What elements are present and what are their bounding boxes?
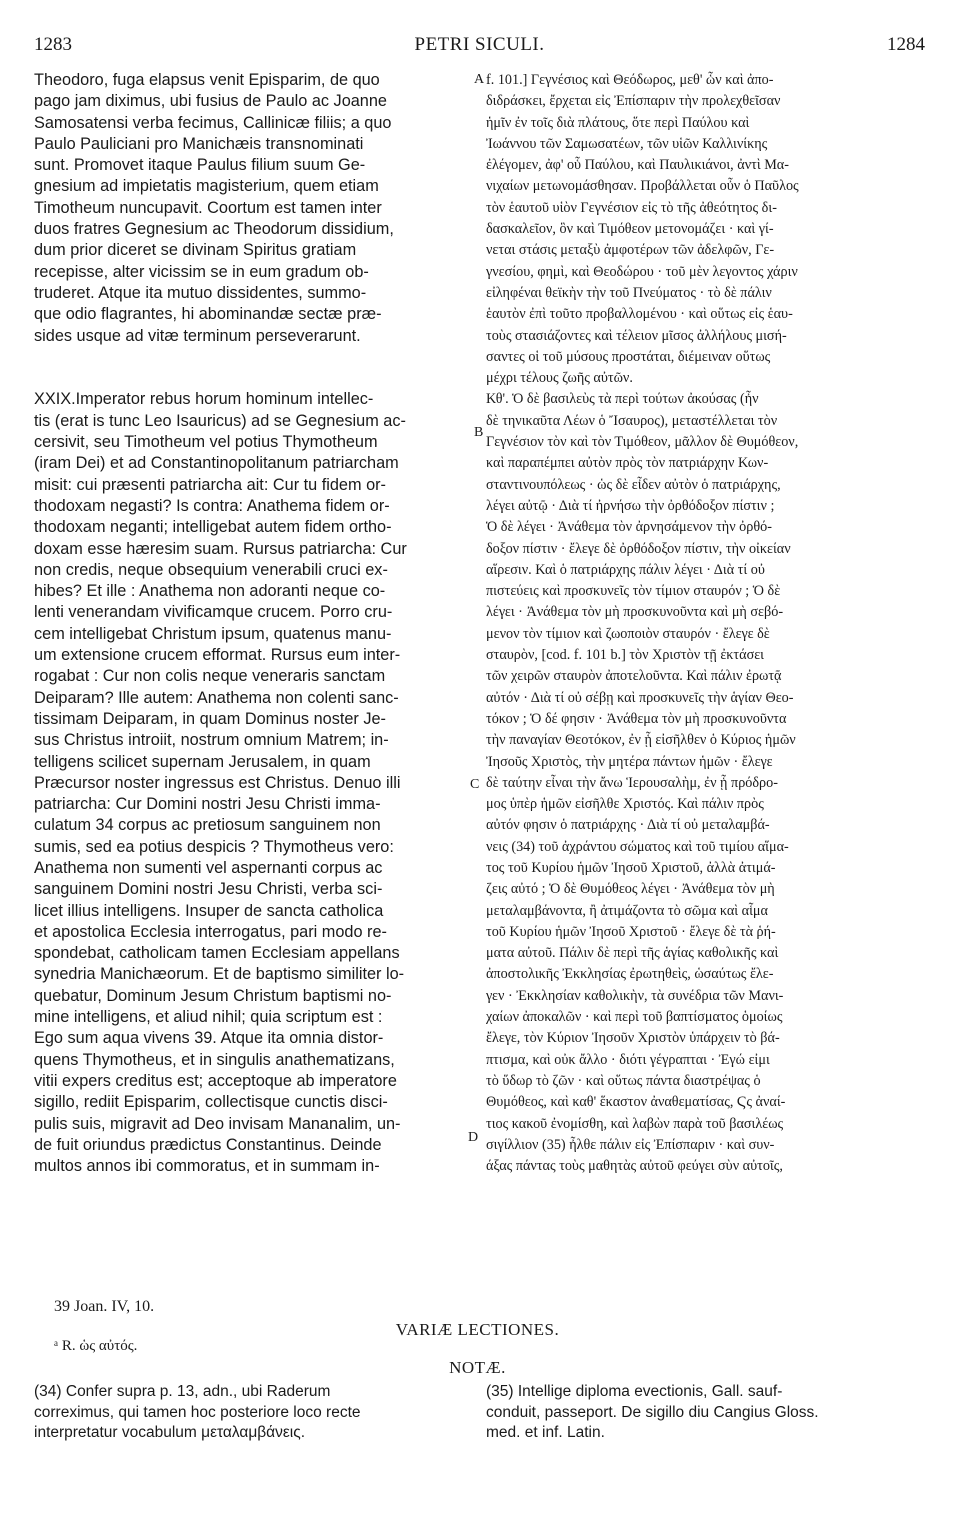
greek-text-line: μος ὑπὲρ ἡμῶν εἰσῆλθε Χριστός. Καὶ πάλιν πρὸς <box>486 796 764 813</box>
latin-text-line: et apostolica Ecclesia interrogatus, pari modo re- <box>34 922 387 941</box>
latin-text-line: gnesium ad impietatis magisterium, quem etiam <box>34 177 379 196</box>
greek-text-line: ἔλεγε, τὸν Κύριον Ἰησοῦν Χριστὸν ὑπάρχειν τὸ βά- <box>486 1030 780 1047</box>
variae-lectiones-heading: VARIÆ LECTIONES. <box>395 1320 560 1339</box>
greek-text-line: νεται στάσις μεταξὺ ἀμφοτέρων τῶν ἀδελφῶν, Γε- <box>486 242 775 259</box>
latin-text-line: non credis, neque obsequium venerabili cruci ex- <box>34 560 388 579</box>
latin-text-line: Præcursor noster ingressus est Christus. Denuo illi <box>34 773 401 792</box>
latin-text-line: thodoxam neganti; intelligebat autem fidem ortho- <box>34 518 392 537</box>
note-34-line: (34) Confer supra p. 13, adn., ubi Raderum <box>34 1383 331 1400</box>
greek-text-line: μεταλαμβάνοντα, ἢ ἀτιμάζοντα τὸ σῶμα καὶ αἷμα <box>486 902 768 919</box>
latin-text-line: Deiparam? Ille autem: Anathema non colenti sanc- <box>34 688 399 707</box>
running-header <box>34 34 925 58</box>
greek-text-line: δασκαλεῖον, ὃν καὶ Τιμόθεον μετονομάζει · καὶ γί- <box>486 221 774 238</box>
greek-text-line: άξας πάντας τοὺς μαθητὰς αὐτοῦ φεύγει σὺν αὐτοῖς, <box>486 1158 783 1175</box>
greek-text-line: λέγει · Ἀνάθεμα τὸν μὴ προσκυνοῦντα καὶ μὴ σεβό- <box>486 604 784 621</box>
latin-text-line: sanguinem Domini nostri Jesu Christi, verba sci- <box>34 880 383 899</box>
latin-text-line: hibes? Et ille : Anathema non adoranti neque co- <box>34 582 386 601</box>
note-35-line: (35) Intellige diploma evectionis, Gall. sauf- <box>486 1383 783 1400</box>
greek-text-line: τὴν παναγίαν Θεοτόκον, ἐν ᾗ εἰσῆλθεν ὁ Κύριος ἡμῶν <box>486 732 796 749</box>
running-title: PETRI SICULI. <box>414 34 545 55</box>
latin-text-line: culatum 34 corpus ac pretiosum sanguinem non <box>34 816 381 835</box>
footnote-39: 39 Joan. IV, 10. <box>54 1298 155 1315</box>
latin-text-line: Timotheum nuncupavit. Coortum est tamen inter <box>34 198 382 217</box>
greek-text-line: γνεσίου, φημὶ, καὶ Θεοδώρου · τοῦ μὲν λεγοντος χάριν <box>486 263 798 280</box>
greek-text-line: Ἰωάννου τῶν Σαμωσατέων, τῶν υἱῶν Καλλινίκης <box>486 135 768 152</box>
greek-text-line: σιγίλλιον (35) ἦλθε πάλιν εἰς Ἐπίσπαριν · καὶ συν- <box>486 1136 775 1153</box>
greek-text-line: γεν · Ἐκκλησίαν καθολικὴν, τὰ συνέδρια τῶν Μανι- <box>486 987 784 1004</box>
latin-text-line: (iram Dei) et ad Constantinopolitanum patriarcham <box>34 454 399 473</box>
latin-text-line: sunt. Promovet itaque Paulus filium suum Ge- <box>34 156 366 175</box>
latin-text-line: lenti venerandam vivificamque crucem. Porro cru- <box>34 603 393 622</box>
latin-text-line: pulis suis, migravit ad Deo invisam Mananalim, un- <box>34 1114 401 1133</box>
section-marker-d: D <box>468 1130 479 1145</box>
greek-text-line: τὸ ὕδωρ τὸ ζῶν · καὶ οὕτως πάντα διαστρέψας ὁ <box>486 1072 761 1089</box>
greek-text-line: τοὺς στασιάζοντες καὶ τέλειον μῖσος ἀλλήλους μισή- <box>486 327 787 344</box>
greek-text-line: αἵρεσιν. Καὶ ὁ πατριάρχης πάλιν λέγει · Διὰ τί οὐ <box>486 561 765 578</box>
latin-text-line: cem intelligebat Christum ipsum, quatenus manu- <box>34 624 392 643</box>
latin-text-line: vitii expers creditus est; acceptoque ab imperatore <box>34 1071 397 1090</box>
greek-text-line: ἐλέγομεν, ἀφ' οὗ Παύλου, καὶ Παυλικιάνοι, ἀντὶ Μα- <box>486 157 789 174</box>
latin-text-line: sigillo, rediit Episparim, collectisque cunctis disci- <box>34 1093 388 1112</box>
footnote-a: ᵃ R. ὡς αὐτός. <box>54 1338 138 1354</box>
greek-text-line: μέχρι τέλους ζωῆς αὐτῶν. <box>486 370 633 387</box>
latin-text-line: telligens scilicet supernam Jerusalem, in quam <box>34 752 371 771</box>
latin-text-line: dum prior diceret se divinam Spiritus gratiam <box>34 241 357 260</box>
latin-text-line: recepisse, alter vicissim se in eum gradum ob- <box>34 262 369 281</box>
latin-text-line: um extensione crucem efformat. Rursus eum inter- <box>34 646 401 665</box>
note-35 <box>486 1382 926 1444</box>
note-34-line: correximus, qui tamen hoc posteriore loco recte <box>34 1403 361 1421</box>
greek-text-line: λέγει αὐτῷ · Διὰ τί ἠρνήσω τὴν ὀρθόδοξον πίστιν ; <box>486 497 775 514</box>
note-34 <box>34 1382 474 1444</box>
greek-text-line: αὐτόν · Διὰ τί οὐ σέβῃ καὶ προσκυνεῖς τὴν ἁγίαν Θεο- <box>486 689 794 706</box>
note-35-line: conduit, passeport. De sigillo diu Cangius Gloss. <box>486 1403 819 1421</box>
greek-text-line: χαίων ἀποκαλῶν · καὶ περὶ τοῦ βαπτίσματος ὁμοίως <box>486 1009 783 1026</box>
greek-text-line: τῶν χειρῶν σταυρὸν ἀποτελοῦντα. Καὶ πάλιν ἐρωτᾷ <box>486 668 782 685</box>
note-34-line: interpretatur vocabulum μεταλαμβάνεις. <box>34 1424 306 1441</box>
greek-text-line: τοῦ Κυρίου ἡμῶν Ἰησοῦ Χριστοῦ · ἔλεγε δὲ τὰ ῥή- <box>486 923 776 940</box>
greek-column <box>486 70 922 1177</box>
greek-text-line: Ἰησοῦς Χριστὸς, τὴν μητέρα πάντων ἡμῶν · ἔλεγε <box>486 753 773 770</box>
greek-text-line: νιχαίων μετωνομάσθησαν. Προβάλλεται οὖν ὁ Παῦλος <box>486 178 799 195</box>
greek-text-line: δὲ ταύτην εἶναι τὴν ἄνω Ἱερουσαλὴμ, ἐν ᾗ πρόδρο- <box>486 774 778 791</box>
page-number-left: 1283 <box>34 34 72 55</box>
latin-text-line: misit: cui præsenti patriarcha ait: Cur tu fidem or- <box>34 475 386 494</box>
greek-text-line: Γεγνέσιον τὸν καὶ τὸν Τιμόθεον, μᾶλλον δὲ Θυμόθεον, <box>486 434 799 451</box>
greek-text-line: Ὁ δὲ λέγει · Ἀνάθεμα τὸν ἀρνησάμενον τὴν ὀρθό- <box>486 519 772 536</box>
greek-text-line: σταντινουπόλεως · ὡς δὲ εἶδεν αὐτὸν ὁ πατριάρχης, <box>486 476 781 493</box>
greek-text-line: τὸν ἑαυτοῦ υἱὸν Γεγνέσιον εἰς τὸ τῆς ἀθεότητος δι- <box>486 199 777 216</box>
latin-text-line: Anathema non sumenti vel aspernanti corpus ac <box>34 858 383 877</box>
latin-text-line: patriarcha: Cur Domini nostri Jesu Christi imma- <box>34 795 381 814</box>
latin-text-line: tis (erat is tunc Leo Isauricus) ad se Gegnesium ac- <box>34 411 406 430</box>
latin-text-line: Ego sum aqua vivens 39. Atque ita omnia distor- <box>34 1029 384 1048</box>
latin-text-line: sides usque ad vitæ terminum perseverarunt. <box>34 326 361 345</box>
latin-column <box>34 70 466 1177</box>
latin-text-line <box>34 368 466 389</box>
section-marker-c: C <box>470 777 480 792</box>
latin-text-line: Theodoro, fuga elapsus venit Episparim, de quo <box>34 71 380 89</box>
latin-text-line: synedria Manichæorum. Et de baptismo similiter lo- <box>34 965 405 984</box>
greek-text-line: τόκον ; Ὁ δέ φησιν · Ἀνάθεμα τὸν μὴ προσκυνοῦντα <box>486 710 787 727</box>
greek-text-line: Κθ'. Ὁ δὲ βασιλεὺς τὰ περὶ τούτων ἀκούσας (ἦν <box>486 391 759 408</box>
notae-heading: NOTÆ. <box>449 1358 506 1377</box>
greek-text-line: ματα αὐτοῦ. Πάλιν δὲ περὶ τῆς ἁγίας καθολικῆς καὶ <box>486 945 779 962</box>
latin-text-line: truderet. Atque ita mutuo dissidentes, summo- <box>34 283 367 302</box>
section-marker-a: A <box>474 72 485 87</box>
latin-text-line: de fuit oriundus prædictus Constantinus. Deinde <box>34 1135 382 1154</box>
latin-text-line: quens Thymotheus, et in singulis anathematizans, <box>34 1050 395 1069</box>
latin-text-line: quebatur, Dominum Jesum Christum baptismi no- <box>34 986 392 1005</box>
greek-text-line: ἑαυτὸν ἐπὶ τοῦτο προβαλλομένου · καὶ οὕτως εἰς ἑαυ- <box>486 306 793 323</box>
latin-text-line: mine intelligens, et aliud nihil; quia scriptum est : <box>34 1008 383 1027</box>
latin-text-line: tissimam Deiparam, in quam Dominus noster Je- <box>34 709 386 728</box>
greek-text-line: f. 101.] Γεγνέσιος καὶ Θεόδωρος, μεθ' ὧν καὶ ἀπο- <box>486 72 774 88</box>
latin-text-line: thodoxam negasti? Is contra: Anathema fidem or- <box>34 496 390 515</box>
latin-text-line <box>34 347 466 368</box>
latin-text-line: que odio flagrantes, hi abominandæ sectæ præ- <box>34 305 382 324</box>
greek-text-line: Θυμόθεος, καὶ καθ' ἕκαστον ἀναθεματίσας, Ϛς ἀναί- <box>486 1094 786 1111</box>
greek-text-line: εἰληφέναι θεϊκὴν τὴν τοῦ Πνεύματος · τὸ δὲ πάλιν <box>486 284 772 301</box>
page-number-right: 1284 <box>887 34 925 55</box>
latin-text-line: sumis, sed ea potius despicis ? Thymotheus vero: <box>34 837 394 856</box>
note-35-line: med. et inf. Latin. <box>486 1424 605 1441</box>
greek-text-line: ζεις αὐτό ; Ὁ δὲ Θυμόθεος λέγει · Ἀνάθεμα τὸν μὴ <box>486 881 775 898</box>
latin-text-line: rogabat : Cur non colis neque veneraris sanctam <box>34 667 386 686</box>
latin-text-line: spondebat, catholicam tamen Ecclesiam appellans <box>34 944 400 963</box>
section-marker-b: B <box>474 425 484 440</box>
greek-text-line: τος τοῦ Κυρίου ἡμῶν Ἰησοῦ Χριστοῦ, ἀλλὰ ἀτιμά- <box>486 859 776 876</box>
greek-text-line: ἀποστολικῆς Ἐκκλησίας ἐρωτηθεὶς, ὡσαύτως ἔλε- <box>486 966 774 983</box>
greek-text-line: δοξον πίστιν · ἔλεγε δὲ ὀρθόδοξον πίστιν, τὴν οἰκείαν <box>486 540 791 557</box>
latin-text-line: Paulo Pauliciani pro Manichæis transnominati <box>34 134 364 153</box>
latin-text-line: pago jam diximus, ubi fusius de Paulo ac Joanne <box>34 92 387 111</box>
greek-text-line: δὲ τηνικαῦτα Λέων ὁ Ἴσαυρος), μεταστέλλεται τὸν <box>486 412 778 429</box>
latin-text-line: cersivit, seu Timotheum vel potius Thymotheum <box>34 433 378 452</box>
greek-text-line: μενον τὸν τίμιον καὶ ζωοποιὸν σταυρόν · ἔλεγε δὲ <box>486 625 770 642</box>
greek-text-line: πιστεύεις καὶ προσκυνεῖς τὸν τίμιον σταυρόν ; Ὁ δὲ <box>486 583 781 600</box>
greek-text-line: καὶ παραπέμπει αὐτὸν πρὸς τὸν πατριάρχην Κων- <box>486 455 769 472</box>
latin-text-line: duos fratres Gegnesium ac Theodorum dissidium, <box>34 220 394 239</box>
greek-text-line: πτισμα, καὶ οὐκ ἄλλο · διότι γέγραπται · Ἐγώ εἰμι <box>486 1051 770 1068</box>
latin-text-line: XXIX.Imperator rebus horum hominum intellec- <box>34 390 374 409</box>
greek-text-line: σαντες οἱ τοῦ μύσους προστάται, διέμειναν οὕτως <box>486 348 771 365</box>
latin-text-line: licet illius intelligens. Insuper de sancta catholica <box>34 901 384 920</box>
greek-text-line: ἡμῖν ἐν τοῖς διὰ πλάτους, ὅτε περὶ Παύλου καὶ <box>486 114 750 131</box>
greek-text-line: διδράσκει, ἔρχεται εἰς Ἐπίσπαριν τὴν προλεχθεῖσαν <box>486 93 781 110</box>
latin-text-line: Samosatensi verba fecimus, Callinicæ filiis; a quo <box>34 113 392 132</box>
greek-text-line: τιος κακοῦ ἐνομίσθη, καὶ λαβὼν παρὰ τοῦ βασιλέως <box>486 1115 784 1132</box>
latin-text-line: doxam esse hæresim suam. Rursus patriarcha: Cur <box>34 539 407 558</box>
greek-text-line: αὐτόν φησιν ὁ πατριάρχης · Διὰ τί οὐ μεταλαμβά- <box>486 817 770 834</box>
latin-text-line: multos annos ibi commoratus, et in summam in- <box>34 1157 380 1176</box>
latin-text-line: sus Christus introiit, nostrum omnium Matrem; in- <box>34 731 389 750</box>
greek-text-line: νεις (34) τοῦ ἀχράντου σώματος καὶ τοῦ τιμίου αἵμα- <box>486 838 789 855</box>
greek-text-line: σταυρὸν, [cod. f. 101 b.] τὸν Χριστὸν τῇ ἐκτάσει <box>486 647 764 664</box>
